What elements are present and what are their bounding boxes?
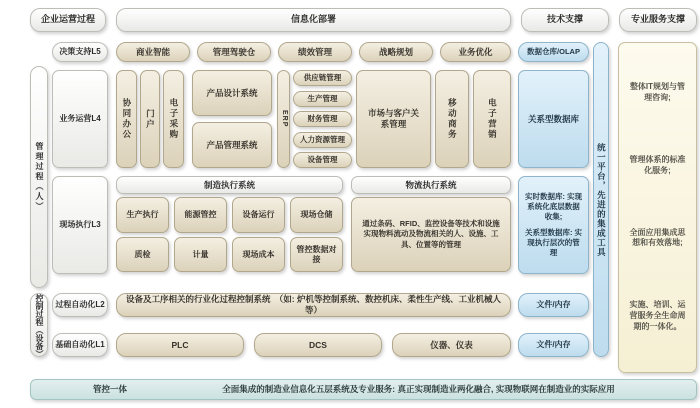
- l5-business-intelligence: 商业智能: [116, 42, 190, 62]
- level-label-l3: 现场执行L3: [52, 176, 108, 274]
- mes-control-data-interface: 管控数据对接: [290, 237, 343, 272]
- mes-site-cost: 现场成本: [232, 237, 285, 272]
- level-label-l4: 业务运营L4: [52, 70, 108, 168]
- tech-rtdb-line2: 关系型数据库: 实现执行层次的管理: [524, 228, 583, 258]
- level-label-l2: 过程自动化L2: [52, 293, 108, 317]
- mes-equipment-operation: 设备运行: [232, 197, 285, 233]
- level-label-l5: 决策支持L5: [52, 42, 108, 62]
- service-lifecycle: 实施、培训、运营服务全生命周期的一体化。: [629, 300, 686, 331]
- l4-e-marketing: 电子营销: [473, 70, 511, 168]
- l1-dcs: DCS: [254, 333, 382, 357]
- erp-module-production: 生产管理: [293, 91, 352, 107]
- l4-erp-strip: ERP: [277, 70, 290, 168]
- banner-tech-support: 技术支撑: [521, 8, 609, 32]
- l4-collaborative-office: 协同办公: [116, 70, 137, 168]
- banner-informatization-deployment: 信息化部署: [116, 8, 511, 32]
- l4-erp-modules: [293, 70, 352, 168]
- l3-les-description: 通过条码、RFID、监控设备等技术和设施实现物料流动及物流相关的人、设施、工具、位置等的管理: [351, 197, 511, 272]
- control-process-bar: 控制过程（设备）: [30, 293, 48, 357]
- l5-strategic-planning: 战略规划: [359, 42, 433, 62]
- mes-quality-inspection: 质检: [116, 237, 169, 272]
- mes-energy-control: 能源管控: [174, 197, 227, 233]
- l3-les-header: 物流执行系统: [351, 176, 511, 194]
- l4-portal: 门户: [140, 70, 160, 168]
- bottom-bar-label: 管控一体: [93, 384, 128, 395]
- tech-unified-platform-bar: 统一平台，先进的集成工具: [593, 42, 609, 357]
- l1-plc: PLC: [116, 333, 244, 357]
- l1-instruments: 仪器、仪表: [392, 333, 511, 357]
- l4-mobile-commerce: 移动商务: [435, 70, 469, 168]
- l5-management-cockpit: 管理驾驶仓: [197, 42, 271, 62]
- l4-e-procurement: 电子采购: [163, 70, 184, 168]
- erp-module-equipment: 设备管理: [293, 152, 352, 168]
- professional-service-panel: [618, 42, 697, 373]
- bottom-summary-bar: [30, 379, 697, 400]
- l4-product-design-system: 产品设计系统: [192, 70, 272, 116]
- mes-production-execution: 生产执行: [116, 197, 169, 233]
- service-integration: 全面应用集成思想和有效落地;: [629, 227, 686, 248]
- management-process-bar: 管理过程（人）: [30, 66, 48, 288]
- level-label-l1: 基础自动化L1: [52, 333, 108, 357]
- l2-process-control-system: 设备及工序相关的行业化过程控制系统 （如: 炉机等控制系统、数控机床、柔性生产线、工业机械人等）: [116, 293, 511, 317]
- tech-file-memory-l1: 文件/内存: [518, 333, 589, 357]
- l5-performance-management: 绩效管理: [278, 42, 352, 62]
- tech-rtdb-line1: 实时数据库: 实现系统化底层数据收集;: [524, 191, 583, 221]
- tech-file-memory-l2: 文件/内存: [518, 293, 589, 317]
- service-it-planning: 整体IT规划与管理咨询;: [629, 82, 686, 103]
- mes-measurement: 计量: [174, 237, 227, 272]
- tech-realtime-database: [518, 176, 589, 274]
- mes-site-warehouse: 现场仓储: [290, 197, 343, 233]
- banner-professional-service: 专业服务支撑: [619, 8, 697, 32]
- bottom-bar-text: 全面集成的制造业信息化五层系统及专业服务: 真正实现制造业两化融合, 实现物联网在制造业的实际应用: [222, 384, 615, 395]
- service-standardization: 管理体系的标准化服务;: [629, 155, 686, 175]
- l4-product-management-system: 产品管理系统: [192, 122, 272, 168]
- erp-module-hr: 人力资源管理: [293, 132, 352, 148]
- tech-data-warehouse-olap: 数据仓库/OLAP: [518, 42, 589, 62]
- erp-module-scm: 供应链管理: [293, 70, 352, 86]
- erp-module-finance: 财务管理: [293, 111, 352, 127]
- l3-mes-header: 制造执行系统: [116, 176, 343, 194]
- l4-crm: 市场与客户关系管理: [356, 70, 431, 168]
- tech-relational-database: 关系型数据库: [518, 70, 589, 168]
- l5-business-optimization: 业务优化: [440, 42, 511, 62]
- banner-enterprise-operation: 企业运营过程: [30, 8, 106, 32]
